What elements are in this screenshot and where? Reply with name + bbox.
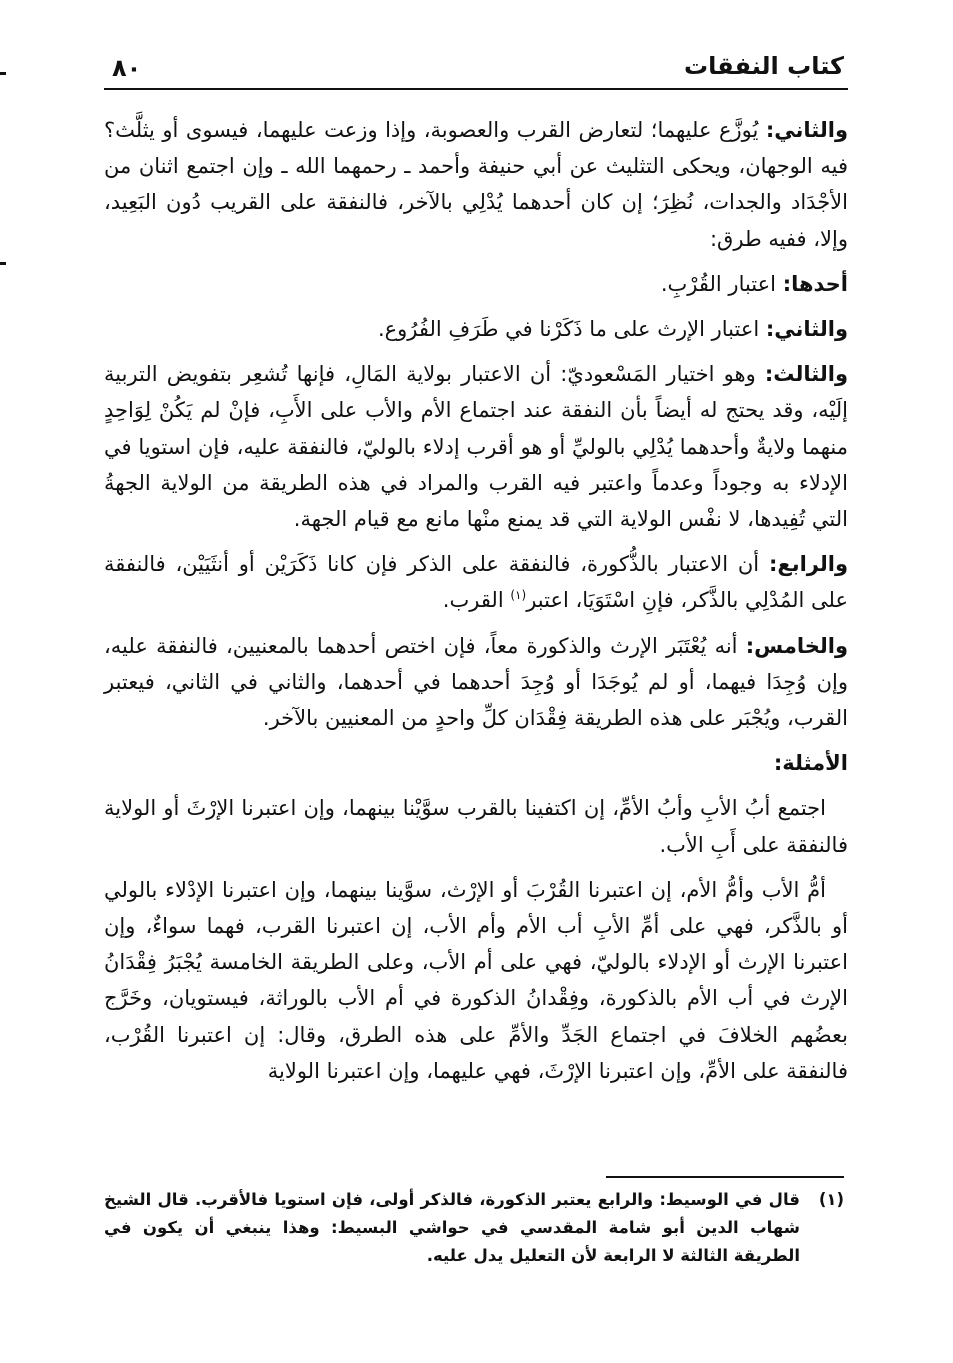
footnote xyxy=(104,1186,844,1270)
scan-edge-mark xyxy=(0,72,6,75)
paragraph-text: يُوزَّع عليهما؛ لتعارض القرب والعصوبة، وإذا وزعت عليهما، فيسوى أو يثلَّث؟ فيه الوجهان، ويحكى التثليث عن أبي حنيفة وأحمد ـ رحمهما الله ـ وإن اجتمع اثنان من الأجْدَاد والجدات، نُظِرَ؛ إن كان أحدهما يُدْلِي بالآخر، فالنفقة على القريب دُون البَعِيد، وإلا، ففيه طرق: xyxy=(104,118,848,251)
paragraph xyxy=(104,628,848,737)
paragraph-term: والثالث: xyxy=(764,362,848,387)
footnotes-section xyxy=(104,1176,844,1270)
paragraph-term: والثاني: xyxy=(765,118,848,142)
paragraph-text: اعتبار القُرْبِ. xyxy=(660,271,783,296)
paragraph-term: والرابع: xyxy=(768,552,848,577)
paragraph-text: اعتبار الإرث على ما ذَكَرْنا في طَرَفِ الفُرُوع. xyxy=(377,317,766,342)
page-number: ٨٠ xyxy=(112,54,142,82)
footnote-text: قال في الوسيط: والرابع يعتبر الذكورة، فالذكر أولى، فإن استويا فالأقرب. قال الشيخ شهاب الدين أبو شامة المقدسي في حواشي البسيط: وهذا ينبغي أن يكون في الطريقة الثالثة لا الرابعة لأن التعليل يدل عليه. xyxy=(104,1190,800,1265)
main-text xyxy=(104,112,848,1098)
paragraph-term: والثاني: xyxy=(765,317,848,342)
footnote-number: (١) xyxy=(818,1190,844,1209)
running-title: كتاب النفقات xyxy=(684,52,844,80)
footnote-divider xyxy=(606,1176,844,1178)
paragraph xyxy=(104,311,848,347)
paragraph xyxy=(104,266,848,302)
paragraph-text: القرب. xyxy=(442,588,511,613)
paragraph xyxy=(104,356,848,537)
paragraph-text: وهو اختيار المَسْعوديّ: أن الاعتبار بولاية المَالِ، فإنها تُشعِر بتفويض التربية إلَيْه، وقد يحتج له أيضاً بأن النفقة عند اجتماع الأم والأب على الأَبِ، فإنْ لم يَكُنْ لِوَاحِدٍ منهما ولايةٌ وأحدهما يُدْلِي بالوليِّ أو هو أقرب إدلاء بالوليّ، فالنفقة عليه، فإن استويا في الإدلاء به وجوداً وعدماً واعتبر فيه القرب والمراد في هذه الطريقة من الولاية الجهةُ التي تُفِيدها، لا نفْس الولاية التي قد يمنع منْها مانع مع قيام الجهة. xyxy=(104,362,848,532)
paragraph-term: أحدها: xyxy=(782,271,848,296)
page-header xyxy=(104,40,848,90)
paragraph: أمُّ الأب وأمُّ الأم، إن اعتبرنا القُرْبَ أو الإرْث، سوَّينا بينهما، وإن اعتبرنا الإدْلاء بالولي أو بالذَّكر، فهي على أمِّ الأبِ أب الأم وأم الأب، إن اعتبرنا القرب، فهما سواءٌ، وإن اعتبرنا الإرث أو الإدلاء بالوليّ، فهي على أم الأب، وعلى الطريقة الخامسة يُجْبَرُ فِقْدَانُ الإرث في أب الأم بالذكورة، وفِقْدانُ الذكورة في أم الأب بالوراثة، فيستويان، وخَرَّج بعضُهم الخلافَ في اجتماع الجَدِّ والأمِّ على هذه الطرق، وقال: إن اعتبرنا القُرْب، فالنفقة على الأمِّ، وإن اعتبرنا الإرْثَ، فهي عليهما، وإن اعتبرنا الولاية xyxy=(104,877,848,1083)
examples-heading: الأمثلة: xyxy=(773,751,848,776)
paragraph xyxy=(104,112,848,257)
scan-edge-mark xyxy=(0,262,6,265)
paragraph-text: أنه يُعْتَبَر الإرث والذكورة معاً، فإن اختص أحدهما بالمعنيين، فالنفقة عليه، وإن وُجِدَا فيهما، أو لم يُوجَدَا أو وُجِدَ أحدهما في أحدهما، والثاني في الثاني، فيعتبر القرب، ويُجْبَر على هذه الطريقة فِقْدَان كلِّ واحدٍ من المعنيين بالآخر. xyxy=(104,633,848,731)
paragraph xyxy=(104,546,848,618)
paragraph: اجتمع أبُ الأبِ وأبُ الأمِّ، إن اكتفينا بالقرب سوَّيْنا بينهما، وإن اعتبرنا الإرْثَ أو الولاية فالنفقة على أَبِ الأب. xyxy=(104,796,848,857)
paragraph-term: والخامس: xyxy=(745,633,848,658)
footnote-reference: (١) xyxy=(510,588,527,603)
paragraph-text: أن الاعتبار بالذُّكورة، فالنفقة على الذكر فإن كانا ذَكَرَيْن أو أنثَيَيْن، فالنفقة على المُدْلِي بالذَّكر، فإنِ اسْتَوَيَا، اعتبر xyxy=(104,552,848,613)
